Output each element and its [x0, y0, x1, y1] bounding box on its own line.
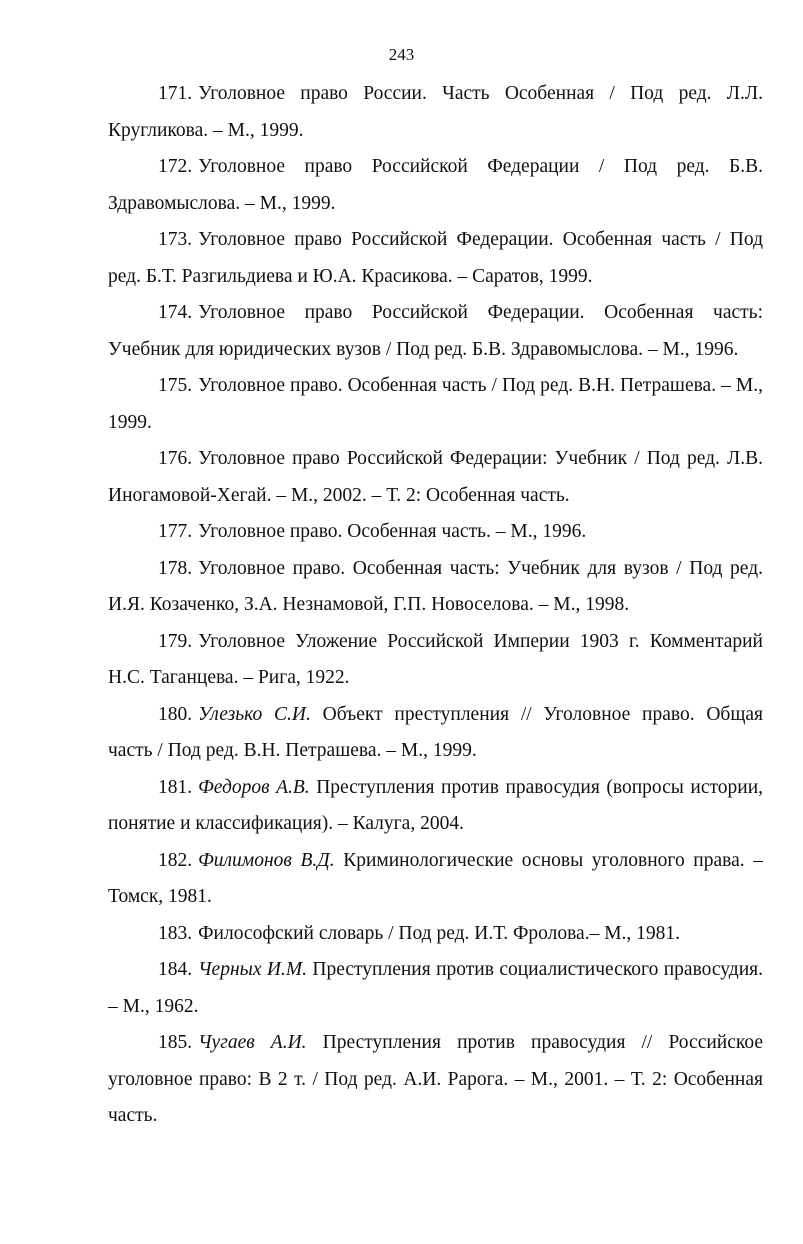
entry-author: Черных И.М. [198, 959, 307, 980]
entry-number: 180. [158, 703, 193, 725]
bibliography-entry [108, 514, 763, 551]
entry-number: 171. [158, 83, 193, 104]
entry-author: Чугаев А.И. [198, 1032, 307, 1053]
entry-number: 178. [158, 557, 193, 579]
bibliography-entry [108, 916, 763, 953]
entry-number: 173. [158, 229, 193, 250]
entry-number: 179. [158, 630, 193, 652]
entry-number: 183. [158, 922, 193, 944]
bibliography-list [108, 76, 763, 1135]
entry-text: Преступления против правосудия // Российское уголовное право: В 2 т. / Под ред. А.И. Рарога. – М., 2001. – Т. 2: Особенная часть. [108, 1032, 764, 1126]
bibliography-entry [108, 697, 763, 770]
entry-text: Уголовное право России. Часть Особенная / Под ред. Л.Л. Кругликова. – М., 1999. [108, 83, 763, 141]
bibliography-entry [108, 441, 763, 514]
bibliography-entry [108, 770, 763, 843]
page-number: 243 [388, 45, 415, 64]
bibliography-entry [108, 551, 763, 624]
entry-text: Уголовное право. Особенная часть / Под ред. В.Н. Петрашева. – М., 1999. [108, 375, 763, 433]
entry-text: Философский словарь / Под ред. И.Т. Фролова.– М., 1981. [198, 922, 681, 944]
entry-number: 182. [158, 849, 193, 871]
entry-text: Уголовное право Российской Федерации: Учебник / Под ред. Л.В. Иногамовой-Хегай. – М., 2002. – Т. 2: Особенная часть. [108, 448, 763, 506]
entry-author: Улезько С.И. [198, 703, 311, 725]
entry-number: 176. [158, 448, 193, 469]
bibliography-entry [108, 368, 763, 441]
entry-author: Филимонов В.Д. [198, 849, 335, 871]
entry-text: Объект преступления // Уголовное право. Общая часть / Под ред. В.Н. Петрашева. – М., 1999. [108, 703, 763, 761]
entry-text: Криминологические основы уголовного права. – Томск, 1981. [108, 849, 763, 907]
bibliography-entry [108, 952, 763, 1025]
bibliography-entry [108, 843, 763, 916]
entry-text: Преступления против правосудия (вопросы истории, понятие и классификация). – Калуга, 2004. [108, 776, 764, 834]
entry-number: 181. [158, 776, 193, 798]
entry-number: 177. [158, 521, 193, 542]
entry-author: Федоров А.В. [198, 776, 310, 798]
entry-text: Уголовное право Российской Федерации. Особенная часть / Под ред. Б.Т. Разгильдиева и Ю.А. Красикова. – Саратов, 1999. [108, 229, 763, 287]
entry-number: 172. [158, 156, 193, 177]
entry-number: 184. [158, 959, 193, 980]
bibliography-entry [108, 222, 763, 295]
entry-text: Уголовное право Российской Федерации / Под ред. Б.В. Здравомыслова. – М., 1999. [108, 156, 763, 214]
entry-number: 174. [158, 302, 193, 323]
bibliography-entry [108, 624, 763, 697]
entry-text: Уголовное право Российской Федерации. Особенная часть: Учебник для юридических вузов / Под ред. Б.В. Здравомыслова. – М., 1996. [108, 302, 763, 360]
entry-text: Уголовное право. Особенная часть: Учебник для вузов / Под ред. И.Я. Козаченко, З.А. Незнамовой, Г.П. Новоселова. – М., 1998. [108, 557, 763, 615]
bibliography-entry [108, 295, 763, 368]
bibliography-entry [108, 1025, 763, 1135]
bibliography-entry [108, 76, 763, 149]
bibliography-entry [108, 149, 763, 222]
entry-text: Преступления против социалистического правосудия. – М., 1962. [108, 959, 763, 1017]
entry-text: Уголовное Уложение Российской Империи 1903 г. Комментарий Н.С. Таганцева. – Рига, 1922. [108, 630, 763, 688]
entry-number: 185. [158, 1032, 193, 1053]
entry-text: Уголовное право. Особенная часть. – М., 1996. [198, 521, 587, 542]
entry-number: 175. [158, 375, 193, 396]
